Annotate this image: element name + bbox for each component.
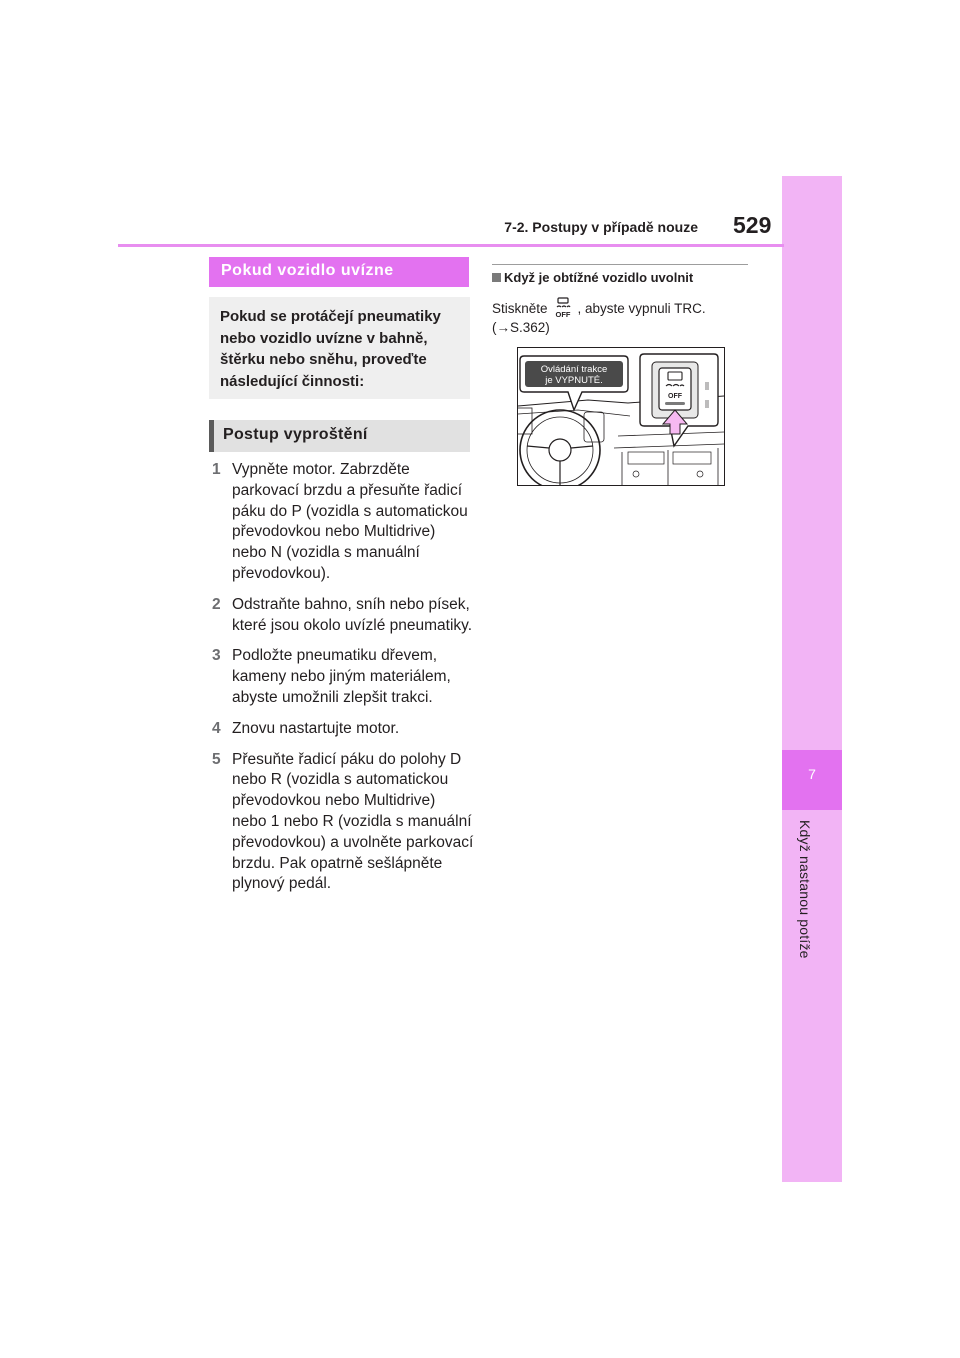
step-text: Podložte pneumatiku dřevem, kameny nebo jiným materiálem, abyste umožnili zlepšit trakci. bbox=[232, 647, 451, 706]
chapter-title: Když nastanou potíže bbox=[797, 820, 813, 959]
page-reference: (→S.362) bbox=[492, 320, 550, 335]
step-item bbox=[212, 460, 474, 585]
intro-text: Pokud se protáčejí pneumatiky nebo vozidlo uvízne v bahně, štěrku nebo sněhu, proveďte následující činnosti: bbox=[220, 308, 441, 390]
right-rule bbox=[492, 264, 748, 265]
step-item bbox=[212, 750, 474, 896]
square-bullet-icon bbox=[492, 273, 501, 282]
right-paragraph bbox=[492, 297, 752, 337]
dashboard-illustration bbox=[517, 347, 725, 486]
step-item bbox=[212, 719, 474, 740]
para-before: Stiskněte bbox=[492, 301, 548, 316]
step-number: 5 bbox=[212, 750, 221, 768]
callout-line-1: Ovládání trakce bbox=[540, 364, 608, 375]
chapter-side-tab bbox=[782, 176, 842, 1182]
step-number: 4 bbox=[212, 719, 221, 737]
step-item bbox=[212, 646, 474, 708]
heading-text: Pokud vozidlo uvízne bbox=[221, 262, 394, 279]
step-text: Znovu nastartujte motor. bbox=[232, 719, 400, 737]
intro-box bbox=[209, 297, 470, 399]
callout-line-2: je VYPNUTÉ. bbox=[545, 375, 603, 386]
step-number: 2 bbox=[212, 595, 221, 613]
right-heading bbox=[492, 270, 693, 285]
step-text: Vypněte motor. Zabrzděte parkovací brzdu a přesuňte řadicí páku do P (vozidla s automatickou převodovkou nebo Multidrive) nebo N (vozidla s manuální převodovkou). bbox=[232, 461, 468, 582]
figure-button-label: OFF bbox=[668, 393, 682, 400]
section-title: 7-2. Postupy v případě nouze bbox=[504, 219, 698, 235]
step-list bbox=[212, 460, 474, 905]
subheading-banner bbox=[209, 420, 470, 452]
right-heading-text: Když je obtížné vozidlo uvolnit bbox=[504, 270, 694, 285]
trc-off-button-icon bbox=[552, 297, 574, 319]
step-number: 1 bbox=[212, 461, 221, 478]
subheading-bar bbox=[209, 420, 214, 452]
page-number: 529 bbox=[733, 212, 772, 238]
step-text: Přesuňte řadicí páku do polohy D nebo R (vozidla s automatickou převodovkou nebo Multidrive) nebo 1 nebo R (vozidla s manuální převodovkou) a uvolněte parkovací brzdu. Pak opatrně sešlápněte plynový pedál. bbox=[232, 750, 474, 893]
step-text: Odstraňte bahno, sníh nebo písek, které jsou okolo uvízlé pneumatiky. bbox=[232, 595, 473, 634]
header-rule bbox=[118, 244, 784, 247]
step-item bbox=[212, 595, 474, 637]
chapter-number: 7 bbox=[808, 766, 816, 782]
step-number: 3 bbox=[212, 647, 221, 665]
heading-banner bbox=[209, 257, 469, 287]
trc-off-icon-text: OFF bbox=[555, 310, 571, 319]
dashboard-drawing bbox=[518, 348, 724, 485]
subheading-text: Postup vyproštění bbox=[223, 426, 368, 443]
para-after: , abyste vypnuli TRC. bbox=[577, 301, 706, 316]
